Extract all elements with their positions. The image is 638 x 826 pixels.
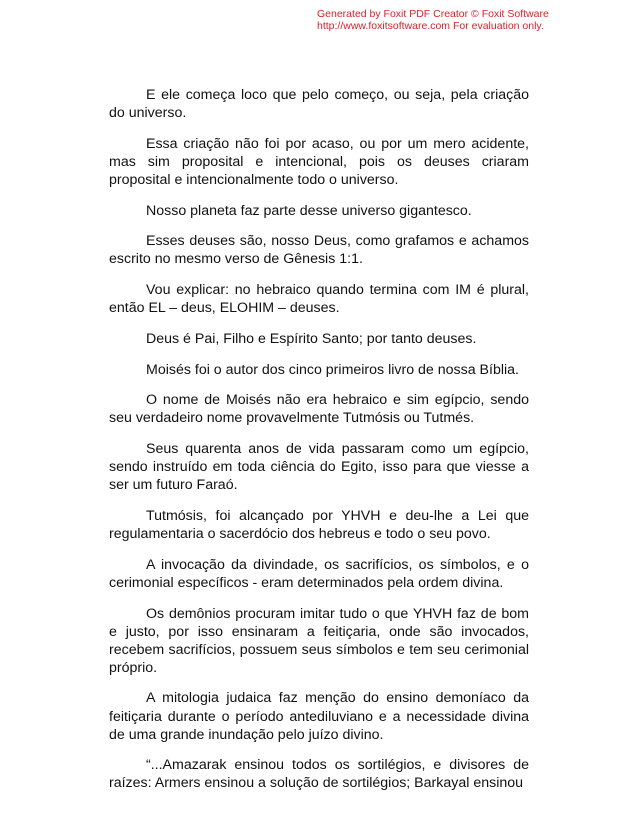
paragraph-10: Tutmósis, foi alcançado por YHVH e deu-lhe a Lei que regulamentaria o sacerdócio dos hebreus e todo o seu povo. — [109, 507, 529, 543]
watermark-line-2: http://www.foxitsoftware.com For evaluation only. — [317, 20, 544, 32]
paragraph-1: E ele começa loco que pelo começo, ou seja, pela criação do universo. — [109, 87, 529, 122]
paragraph-2: Essa criação não foi por acaso, ou por um mero acidente, mas sim proposital e intencional, pois os deuses criaram proposital e intencionalmente todo o universo. — [109, 135, 529, 188]
paragraph-8: O nome de Moisés não era hebraico e sim egípcio, sendo seu verdadeiro nome provavelmente Tutmósis ou Tutmés. — [109, 392, 529, 427]
foxit-watermark — [317, 8, 549, 32]
paragraph-9: Seus quarenta anos de vida passaram como um egípcio, sendo instruído em toda ciência do Egito, isso para que viesse a ser um futuro Faraó. — [109, 441, 529, 494]
paragraph-6: Deus é Pai, Filho e Espírito Santo; por tanto deuses. — [146, 330, 477, 347]
paragraph-11: A invocação da divindade, os sacrifícios, os símbolos, e o cerimonial específicos - eram determinados pela ordem divina. — [109, 556, 529, 591]
watermark-line-1: Generated by Foxit PDF Creator © Foxit Software — [317, 8, 549, 20]
paragraph-5: Vou explicar: no hebraico quando termina com IM é plural, então EL – deus, ELOHIM – deuses. — [109, 282, 529, 317]
paragraph-13: A mitologia judaica faz menção do ensino demoníaco da feitiçaria durante o período antediluviano e a necessidade divina de uma grande inundação pelo juízo divino. — [109, 690, 529, 743]
paragraph-7: Moisés foi o autor dos cinco primeiros livro de nossa Bíblia. — [146, 361, 519, 378]
paragraph-14: “...Amazarak ensinou todos os sortilégios, e divisores de raízes: Armers ensinou a solução de sortilégios; Barkayal ensinou — [109, 757, 529, 792]
paragraph-4: Esses deuses são, nosso Deus, como grafamos e achamos escrito no mesmo verso de Gênesis 1:1. — [109, 233, 529, 268]
paragraph-12: Os demônios procuram imitar tudo o que YHVH faz de bom e justo, por isso ensinaram a feitiçaria, onde são invocados, recebem sacrifícios, possuem seus símbolos e tem seu cerimonial próprio. — [109, 605, 529, 676]
document-body — [109, 86, 529, 805]
paragraph-3: Nosso planeta faz parte desse universo gigantesco. — [146, 202, 472, 219]
